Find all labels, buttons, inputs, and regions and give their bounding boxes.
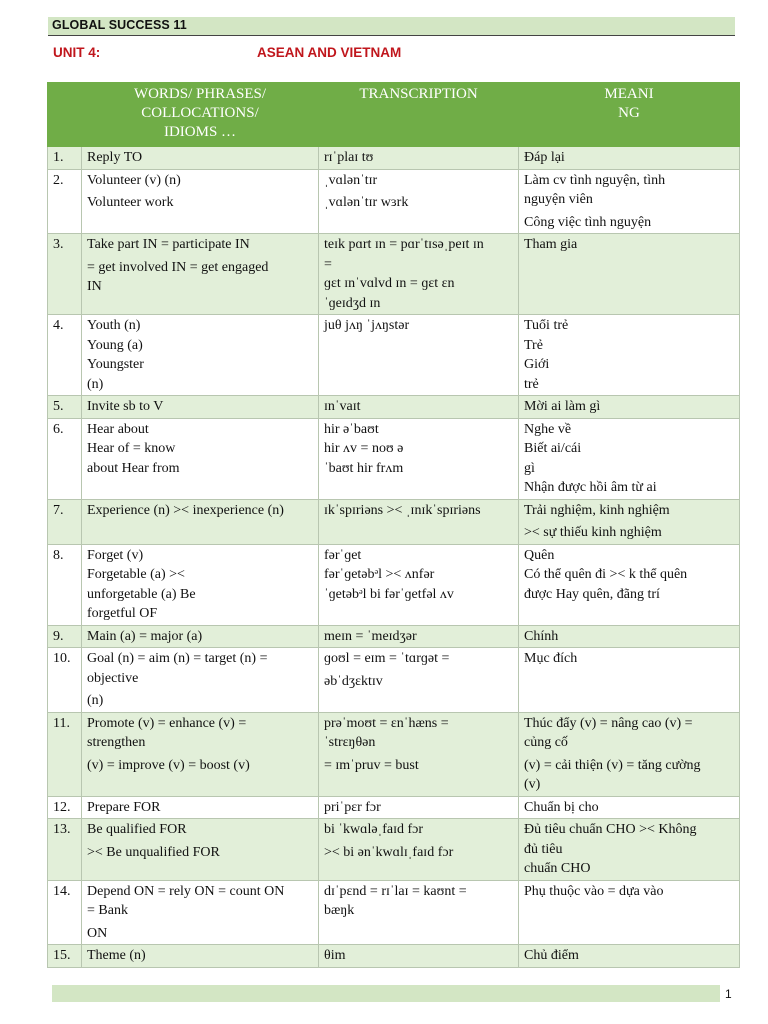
word-line: (v) = improve (v) = boost (v) xyxy=(87,757,250,773)
transcription-line: ɡɛt ɪnˈvɑlvd ɪn = ɡɛt ɛn xyxy=(324,276,455,291)
word-cell xyxy=(82,880,319,945)
transcription-cell xyxy=(319,315,519,396)
transcription-line: prəˈmoʊt = ɛnˈhæns = xyxy=(324,715,449,731)
word-cell xyxy=(82,169,319,234)
word-line: Prepare FOR xyxy=(87,799,161,815)
meaning-line: >< sự thiếu kinh nghiệm xyxy=(524,525,662,540)
transcription-cell xyxy=(319,796,519,819)
meaning-line: Làm cv tình nguyện, tình xyxy=(524,172,666,188)
meaning-line: Công việc tình nguyện xyxy=(524,214,652,230)
meaning-line: Chuẩn bị cho xyxy=(524,799,599,815)
word-cell xyxy=(82,147,319,170)
transcription-line: ˈbaʊt hir frʌm xyxy=(324,460,404,476)
meaning-line: Tham gia xyxy=(524,237,578,252)
transcription-cell xyxy=(319,234,519,315)
header-words-line: IDIOMS … xyxy=(163,124,237,140)
document-header-bar xyxy=(48,17,735,36)
header-words-line: WORDS/ PHRASES/ xyxy=(133,86,267,102)
transcription-line: rɪˈplaɪ tʊ xyxy=(324,150,374,165)
row-number: 2. xyxy=(48,169,82,234)
row-number: 11. xyxy=(48,712,82,796)
meaning-line: Thúc đẩy (v) = nâng cao (v) = xyxy=(524,715,693,731)
transcription-line: meɪn = ˈmeɪdʒər xyxy=(324,628,417,644)
word-line: Promote (v) = enhance (v) = xyxy=(87,715,247,731)
word-line: (n) xyxy=(87,376,104,392)
header-meaning xyxy=(519,83,740,147)
header-words-line: COLLOCATIONS/ xyxy=(141,105,259,121)
meaning-cell xyxy=(519,418,740,499)
transcription-cell xyxy=(319,819,519,881)
table-row xyxy=(48,796,740,819)
word-line: Goal (n) = aim (n) = target (n) = xyxy=(87,651,268,666)
word-line: objective xyxy=(87,670,139,686)
document-header-title: GLOBAL SUCCESS 11 xyxy=(52,18,187,32)
meaning-line: củng cố xyxy=(524,735,568,750)
meaning-line: Trải nghiệm, kinh nghiệm xyxy=(524,502,670,518)
header-number-cell xyxy=(48,83,82,147)
word-line: Reply TO xyxy=(87,150,143,165)
meaning-cell xyxy=(519,945,740,968)
meaning-cell xyxy=(519,169,740,234)
meaning-cell xyxy=(519,499,740,544)
word-line: Take part IN = participate IN xyxy=(87,237,250,252)
header-meaning-line: MEANI xyxy=(604,86,654,102)
transcription-cell xyxy=(319,169,519,234)
word-line: Youth (n) xyxy=(87,318,141,333)
meaning-cell xyxy=(519,315,740,396)
word-line: Young (a) xyxy=(87,337,143,353)
row-number: 5. xyxy=(48,396,82,419)
page-number: 1 xyxy=(725,987,732,1001)
table-row xyxy=(48,648,740,713)
word-line: Volunteer work xyxy=(87,195,174,210)
meaning-line: Giới xyxy=(524,357,550,372)
meaning-cell xyxy=(519,648,740,713)
word-cell xyxy=(82,396,319,419)
transcription-line: priˈpɛr fɔr xyxy=(324,799,381,815)
word-cell xyxy=(82,796,319,819)
transcription-cell xyxy=(319,396,519,419)
word-cell xyxy=(82,315,319,396)
table-row xyxy=(48,315,740,396)
word-cell xyxy=(82,819,319,881)
row-number: 9. xyxy=(48,625,82,648)
word-line: = Bank xyxy=(87,903,128,918)
meaning-line: Đáp lại xyxy=(524,150,565,165)
word-line: Experience (n) >< inexperience (n) xyxy=(87,502,284,518)
transcription-cell xyxy=(319,544,519,625)
transcription-line: θim xyxy=(324,948,346,963)
meaning-line: Đủ tiêu chuẩn CHO >< Không xyxy=(524,822,697,837)
transcription-line: ɡoʊl = eɪm = ˈtɑrɡət = xyxy=(324,651,450,666)
meaning-line: Có thể quên đi >< k thể quên xyxy=(524,567,688,582)
word-line: Volunteer (v) (n) xyxy=(87,172,181,188)
transcription-line: = xyxy=(324,256,332,272)
transcription-line: ˌvɑlənˈtɪr xyxy=(324,172,378,188)
transcription-line: ɪkˈspɪriəns >< ˌɪnɪkˈspɪriəns xyxy=(324,502,481,518)
word-cell xyxy=(82,648,319,713)
transcription-cell xyxy=(319,147,519,170)
meaning-line: (v) = cải thiện (v) = tăng cường xyxy=(524,757,701,773)
word-line: Hear about xyxy=(87,421,149,437)
transcription-line: >< bi ənˈkwɑlɪˌfaɪd fɔr xyxy=(324,844,454,860)
word-line: = get involved IN = get engaged xyxy=(87,259,269,275)
row-number: 10. xyxy=(48,648,82,713)
table-row xyxy=(48,819,740,881)
table-row xyxy=(48,712,740,796)
transcription-line: bi ˈkwɑləˌfaɪd fɔr xyxy=(324,822,424,837)
transcription-line: ˈɡetəbᵊl bi fərˈɡetfəl ʌv xyxy=(324,586,454,602)
word-line: IN xyxy=(87,279,102,294)
meaning-line: Chính xyxy=(524,628,559,644)
word-line: Depend ON = rely ON = count ON xyxy=(87,883,285,899)
row-number: 13. xyxy=(48,819,82,881)
word-line: about Hear from xyxy=(87,460,180,476)
row-number: 4. xyxy=(48,315,82,396)
transcription-line: ɪnˈvaɪt xyxy=(324,399,361,414)
word-cell xyxy=(82,945,319,968)
vocabulary-table xyxy=(47,82,740,968)
meaning-line: được Hay quên, đãng trí xyxy=(524,586,660,602)
meaning-line: Nghe về xyxy=(524,421,572,437)
transcription-line: fərˈɡet xyxy=(324,547,362,563)
transcription-line: ˌvɑlənˈtɪr wɜrk xyxy=(324,195,409,210)
table-header-row xyxy=(48,83,740,147)
transcription-line: hir əˈbaʊt xyxy=(324,421,379,437)
word-cell xyxy=(82,544,319,625)
word-line: Main (a) = major (a) xyxy=(87,628,203,644)
word-line: Invite sb to V xyxy=(87,399,164,414)
word-cell xyxy=(82,625,319,648)
word-line: (n) xyxy=(87,693,104,708)
meaning-line: chuẩn CHO xyxy=(524,861,591,876)
row-number: 12. xyxy=(48,796,82,819)
table-row xyxy=(48,418,740,499)
meaning-line: Mời ai làm gì xyxy=(524,399,601,414)
transcription-cell xyxy=(319,712,519,796)
transcription-cell xyxy=(319,945,519,968)
row-number: 14. xyxy=(48,880,82,945)
unit-title: ASEAN AND VIETNAM xyxy=(257,45,402,60)
transcription-cell xyxy=(319,880,519,945)
unit-label: UNIT 4: xyxy=(53,45,101,60)
table-row xyxy=(48,234,740,315)
meaning-line: gì xyxy=(524,460,535,476)
row-number: 1. xyxy=(48,147,82,170)
meaning-line: Biết ai/cái xyxy=(524,441,582,456)
word-line: strengthen xyxy=(87,735,146,750)
header-transcription xyxy=(319,83,519,147)
transcription-line: juθ jʌŋ ˈjʌŋstər xyxy=(324,318,410,333)
transcription-cell xyxy=(319,625,519,648)
meaning-cell xyxy=(519,819,740,881)
meaning-line: Mục đích xyxy=(524,651,578,666)
meaning-line: Quên xyxy=(524,547,555,563)
word-line: Be qualified FOR xyxy=(87,822,187,837)
meaning-line: Tuổi trẻ xyxy=(524,318,569,333)
row-number: 8. xyxy=(48,544,82,625)
row-number: 3. xyxy=(48,234,82,315)
meaning-cell xyxy=(519,625,740,648)
meaning-cell xyxy=(519,712,740,796)
transcription-line: əbˈdʒɛktɪv xyxy=(324,673,383,689)
word-line: >< Be unqualified FOR xyxy=(87,844,220,860)
row-number: 15. xyxy=(48,945,82,968)
meaning-cell xyxy=(519,396,740,419)
meaning-line: trẻ xyxy=(524,376,539,392)
transcription-line: teɪk pɑrt ɪn = pɑrˈtɪsəˌpeɪt ɪn xyxy=(324,237,484,252)
word-cell xyxy=(82,234,319,315)
meaning-cell xyxy=(519,544,740,625)
meaning-line: Trẻ xyxy=(524,337,543,353)
word-line: Forget (v) xyxy=(87,547,144,563)
word-cell xyxy=(82,712,319,796)
footer-bar xyxy=(52,985,720,1002)
row-number: 7. xyxy=(48,499,82,544)
transcription-cell xyxy=(319,648,519,713)
meaning-cell xyxy=(519,796,740,819)
meaning-line: đủ tiêu xyxy=(524,841,563,857)
meaning-line: Nhận được hồi âm từ ai xyxy=(524,480,657,495)
transcription-line: = ɪmˈpruv = bust xyxy=(324,757,419,773)
table-row xyxy=(48,544,740,625)
table-row xyxy=(48,396,740,419)
table-row xyxy=(48,945,740,968)
header-transcription-line: TRANSCRIPTION xyxy=(359,86,478,102)
transcription-cell xyxy=(319,499,519,544)
meaning-line: Chủ điểm xyxy=(524,948,579,963)
word-line: forgetful OF xyxy=(87,606,158,621)
transcription-line: ˈɡeɪdʒd ɪn xyxy=(324,295,381,311)
transcription-line: hir ʌv = noʊ ə xyxy=(324,441,404,456)
table-row xyxy=(48,169,740,234)
transcription-cell xyxy=(319,418,519,499)
meaning-line: Phụ thuộc vào = dựa vào xyxy=(524,883,664,899)
meaning-cell xyxy=(519,147,740,170)
word-cell xyxy=(82,499,319,544)
header-words xyxy=(82,83,319,147)
transcription-line: bæŋk xyxy=(324,903,355,918)
row-number: 6. xyxy=(48,418,82,499)
transcription-line: fərˈɡetəbᵊl >< ʌnfər xyxy=(324,567,435,582)
meaning-cell xyxy=(519,234,740,315)
header-meaning-line: NG xyxy=(618,105,640,121)
transcription-line: dɪˈpɛnd = rɪˈlaɪ = kaʊnt = xyxy=(324,883,467,899)
table-row xyxy=(48,880,740,945)
word-cell xyxy=(82,418,319,499)
word-line: Hear of = know xyxy=(87,441,176,456)
word-line: ON xyxy=(87,925,108,941)
meaning-line: nguyện viên xyxy=(524,192,593,207)
table-row xyxy=(48,147,740,170)
word-line: unforgetable (a) Be xyxy=(87,586,196,602)
transcription-line: ˈstrɛŋθən xyxy=(324,735,376,750)
word-line: Youngster xyxy=(87,357,144,372)
word-line: Forgetable (a) >< xyxy=(87,567,185,582)
meaning-line: (v) xyxy=(524,777,541,792)
table-row xyxy=(48,499,740,544)
table-row xyxy=(48,625,740,648)
word-line: Theme (n) xyxy=(87,948,146,963)
meaning-cell xyxy=(519,880,740,945)
